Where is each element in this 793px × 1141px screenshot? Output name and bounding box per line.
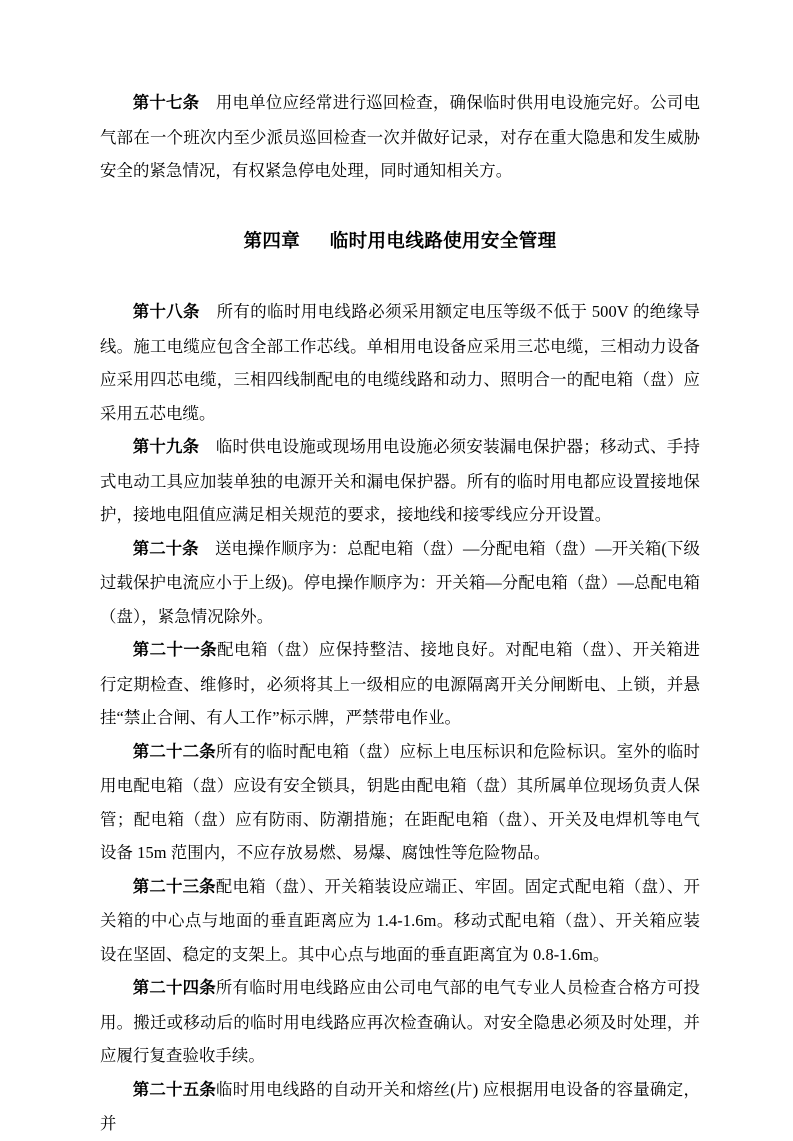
article-20-text: 送电操作顺序为：总配电箱（盘）—分配电箱（盘）—开关箱(下级过载保护电流应小于上级)。停电操作顺序为：开关箱—分配电箱（盘）—总配电箱（盘），紧急情况除外。 xyxy=(100,538,700,626)
article-23-paragraph xyxy=(100,870,700,972)
article-21-text: 配电箱（盘）应保持整洁、接地良好。对配电箱（盘）、开关箱进行定期检查、维修时，必须将其上一级相应的电源隔离开关分闸断电、上锁，并悬挂“禁止合闸、有人工作”标示牌，严禁带电作业。 xyxy=(100,640,701,727)
chapter-heading xyxy=(100,224,700,258)
chapter-number: 第四章 xyxy=(243,229,301,251)
article-17-text: 用电单位应经常进行巡回检查，确保临时供用电设施完好。公司电气部在一个班次内至少派员巡回检查一次并做好记录，对存在重大隐患和发生威胁安全的紧急情况，有权紧急停电处理，同时通知相关方。 xyxy=(100,93,701,180)
article-25-text: 临时用电线路的自动开关和熔丝(片) 应根据用电设备的容量确定，并 xyxy=(100,1079,701,1133)
article-24-text: 所有临时用电线路应由公司电气部的电气专业人员检查合格方可投用。搬迁或移动后的临时用电线路应再次检查确认。对安全隐患必须及时处理，并应履行复查验收手续。 xyxy=(100,978,701,1065)
article-19-label: 第十九条 xyxy=(132,438,200,456)
article-18-text: 所有的临时用电线路必须采用额定电压等级不低于 500V 的绝缘导线。施工电缆应包含全部工作芯线。单相用电设备应采用三芯电缆，三相动力设备应采用四芯电缆，三相四线制配电的电缆线路和动力、照明合一的配电箱（盘）应采用五芯电缆。 xyxy=(100,302,700,423)
article-17-paragraph xyxy=(100,86,700,188)
article-25-label: 第二十五条 xyxy=(132,1080,216,1099)
article-24-label: 第二十四条 xyxy=(132,979,216,997)
article-20-paragraph xyxy=(100,532,700,634)
article-21-paragraph xyxy=(100,633,700,735)
chapter-heading-block xyxy=(100,188,700,296)
article-18-paragraph xyxy=(100,295,700,430)
article-25-paragraph xyxy=(100,1073,700,1141)
article-22-text: 所有的临时配电箱（盘）应标上电压标识和危险标识。室外的临时用电配电箱（盘）应设有安全锁具，钥匙由配电箱（盘）其所属单位现场负责人保管；配电箱（盘）应有防雨、防潮措施；在距配电箱（盘）、开关及电焊机等电气设备 15m 范围内，不应存放易燃、易爆、腐蚀性等危险物品。 xyxy=(100,741,701,862)
article-20-label: 第二十条 xyxy=(132,539,199,558)
article-21-label: 第二十一条 xyxy=(132,641,218,659)
article-19-text: 临时供电设施或现场用电设施必须安装漏电保护器；移动式、手持式电动工具应加装单独的电源开关和漏电保护器。所有的临时用电都应设置接地保护，接地电阻值应满足相关规范的要求，接地线和接零线应分开设置。 xyxy=(100,437,701,524)
article-24-paragraph xyxy=(100,971,700,1073)
document-content xyxy=(100,86,700,1141)
article-17-label: 第十七条 xyxy=(132,94,200,112)
article-19-paragraph xyxy=(100,430,700,532)
article-18-label: 第十八条 xyxy=(132,303,200,321)
article-22-paragraph xyxy=(100,735,700,870)
article-23-label: 第二十三条 xyxy=(132,877,216,896)
article-22-label: 第二十二条 xyxy=(132,742,216,761)
article-23-text: 配电箱（盘）、开关箱装设应端正、牢固。固定式配电箱（盘）、开关箱的中心点与地面的垂直距离应为 1.4-1.6m。移动式配电箱（盘）、开关箱应装设在坚固、稳定的支架上。其中心点与地面的垂直距离宜为 0.8-1.6m。 xyxy=(100,876,701,964)
chapter-title: 临时用电线路使用安全管理 xyxy=(329,229,557,251)
